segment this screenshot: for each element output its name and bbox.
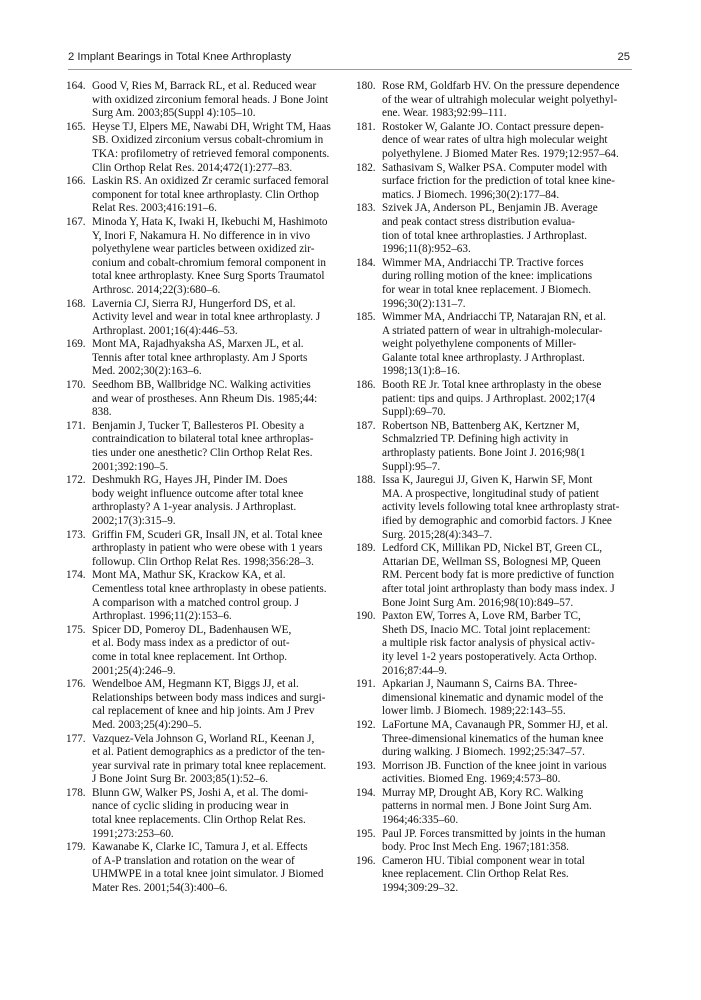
- reference-number: 167.: [66, 215, 86, 228]
- reference-number: 189.: [356, 542, 376, 555]
- reference-item: [356, 610, 632, 678]
- reference-text-line: 2001;25(4):246–9.: [92, 664, 176, 677]
- reference-text-line: Rostoker W, Galante JO. Contact pressure depen-: [382, 120, 604, 133]
- reference-item: [66, 678, 350, 732]
- reference-text-line: Spicer DD, Pomeroy DL, Badenhausen WE,: [92, 623, 292, 636]
- reference-text-line: tion of total knee arthroplasties. J Arthroplast.: [382, 229, 588, 242]
- reference-text-line: Blunn GW, Walker PS, Joshi A, et al. The domi-: [92, 786, 309, 799]
- reference-item: [356, 719, 632, 760]
- reference-text-line: Relationships between body mass indices and surgi-: [92, 691, 326, 704]
- reference-text-line: Surg. 2015;28(4):343–7.: [382, 528, 493, 541]
- reference-text-line: and wear of prostheses. Ann Rheum Dis. 1985;44:: [92, 392, 318, 405]
- reference-text-line: 1991;273:253–60.: [92, 827, 174, 840]
- reference-text-line: Seedhom BB, Wallbridge NC. Walking activities: [92, 379, 311, 392]
- reference-number: 195.: [356, 827, 376, 840]
- reference-text-line: total knee replacements. Clin Orthop Relat Res.: [92, 814, 306, 827]
- reference-text-line: Wimmer MA, Andriacchi TP. Tractive forces: [382, 256, 584, 269]
- reference-item: [356, 121, 632, 162]
- header-rule: [68, 69, 632, 70]
- reference-text-line: Griffin FM, Scuderi GR, Insall JN, et al. Total knee: [92, 528, 323, 541]
- reference-number: 186.: [356, 379, 376, 392]
- page-number: 25: [617, 51, 630, 63]
- reference-number: 177.: [66, 732, 86, 745]
- reference-item: [66, 529, 350, 570]
- reference-text-line: cal replacement of knee and hip joints. Am J Prev: [92, 705, 315, 718]
- reference-text-line: Surg Am. 2003;85(Suppl 4):105–10.: [92, 107, 256, 120]
- reference-number: 187.: [356, 419, 376, 432]
- running-header: [68, 51, 632, 65]
- reference-text-line: Booth RE Jr. Total knee arthroplasty in the obese: [382, 379, 602, 392]
- reference-item: [356, 760, 632, 787]
- reference-item: [356, 787, 632, 828]
- reference-item: [66, 379, 350, 420]
- reference-text-line: 2016;87:44–9.: [382, 664, 447, 677]
- reference-text-line: conium and cobalt-chromium femoral component in: [92, 256, 326, 269]
- reference-text-line: Apkarian J, Naumann S, Cairns BA. Three-: [382, 678, 578, 691]
- reference-text-line: Vazquez-Vela Johnson G, Worland RL, Keenan J,: [92, 732, 315, 745]
- reference-text-line: Schmalzried TP. Defining high activity in: [382, 433, 569, 446]
- reference-text-line: Lavernia CJ, Sierra RJ, Hungerford DS, et al.: [92, 297, 296, 310]
- reference-text-line: a multiple risk factor analysis of physical activ-: [382, 637, 595, 650]
- reference-item: [356, 379, 632, 420]
- reference-text-line: A striated pattern of wear in ultrahigh-molecular-: [382, 324, 603, 337]
- chapter-title: 2 Implant Bearings in Total Knee Arthroplasty: [68, 51, 292, 63]
- reference-text-line: Minoda Y, Hata K, Iwaki H, Ikebuchi M, Hashimoto: [92, 215, 328, 228]
- reference-text-line: followup. Clin Orthop Relat Res. 1998;356:28–3.: [92, 555, 314, 568]
- reference-text-line: Rose RM, Goldfarb HV. On the pressure dependence: [382, 80, 620, 92]
- reference-text-line: Wendelboe AM, Hegmann KT, Biggs JJ, et al.: [92, 678, 299, 691]
- reference-text-line: TKA: profilometry of retrieved femoral components.: [92, 147, 330, 160]
- reference-text-line: et al. Body mass index as a predictor of out-: [92, 637, 290, 650]
- reference-text-line: arthroplasty patients. Bone Joint J. 2016;98(1: [382, 447, 586, 460]
- reference-text-line: with oxidized zirconium femoral heads. J Bone Joint: [92, 93, 329, 106]
- reference-number: 191.: [356, 678, 376, 691]
- reference-text-line: Suppl):95–7.: [382, 460, 441, 473]
- reference-text-line: Mont MA, Rajadhyaksha AS, Marxen JL, et al.: [92, 338, 304, 351]
- reference-text-line: of A-P translation and rotation on the wear of: [92, 854, 295, 867]
- reference-text-line: Heyse TJ, Elpers ME, Nawabi DH, Wright TM, Haas: [92, 120, 331, 133]
- reference-text-line: Clin Orthop Relat Res. 2014;472(1):277–83.: [92, 161, 293, 174]
- reference-text-line: arthroplasty in patient who were obese with 1 years: [92, 542, 323, 555]
- reference-text-line: Cameron HU. Tibial component wear in total: [382, 854, 585, 867]
- reference-number: 173.: [66, 528, 86, 541]
- reference-text-line: Issa K, Jauregui JJ, Given K, Harwin SF, Mont: [382, 474, 593, 487]
- reference-text-line: Ledford CK, Millikan PD, Nickel BT, Green CL,: [382, 542, 603, 555]
- reference-text-line: body. Proc Inst Mech Eng. 1967;181:358.: [382, 841, 569, 854]
- reference-item: [66, 474, 350, 528]
- reference-text-line: Mont MA, Mathur SK, Krackow KA, et al.: [92, 569, 286, 582]
- reference-text-line: LaFortune MA, Cavanaugh PR, Sommer HJ, et al.: [382, 718, 608, 731]
- reference-number: 171.: [66, 419, 86, 432]
- reference-text-line: Deshmukh RG, Hayes JH, Pinder IM. Does: [92, 474, 288, 487]
- reference-item: [356, 202, 632, 256]
- reference-text-line: Sheth DS, Inacio MC. Total joint replacement:: [382, 623, 591, 636]
- reference-item: [356, 828, 632, 855]
- reference-text-line: Morrison JB. Function of the knee joint in various: [382, 759, 607, 772]
- reference-item: [66, 624, 350, 678]
- reference-text-line: Mater Res. 2001;54(3):400–6.: [92, 882, 228, 895]
- reference-text-line: 1994;309:29–32.: [382, 882, 459, 895]
- reference-item: [356, 80, 632, 121]
- reference-item: [356, 420, 632, 474]
- reference-text-line: dimensional kinematic and dynamic model of the: [382, 691, 604, 704]
- reference-number: 185.: [356, 311, 376, 324]
- reference-number: 175.: [66, 623, 86, 636]
- reference-text-line: Wimmer MA, Andriacchi TP, Natarajan RN, et al.: [382, 311, 606, 324]
- reference-text-line: of the wear of ultrahigh molecular weight polyethyl-: [382, 93, 618, 106]
- reference-text-line: ene. Wear. 1983;92:99–111.: [382, 107, 507, 120]
- reference-text-line: Good V, Ries M, Barrack RL, et al. Reduced wear: [92, 80, 317, 92]
- reference-text-line: Med. 2003;25(4):290–5.: [92, 718, 202, 731]
- reference-text-line: polyethylene wear particles between oxidized zir-: [92, 243, 315, 256]
- reference-text-line: et al. Patient demographics as a predictor of the ten-: [92, 746, 325, 759]
- reference-text-line: Relat Res. 2003;416:191–6.: [92, 202, 217, 215]
- reference-text-line: during rolling motion of the knee: implications: [382, 270, 593, 283]
- reference-text-line: body weight influence outcome after total knee: [92, 487, 304, 500]
- reference-number: 183.: [356, 202, 376, 215]
- reference-text-line: 1964;46:335–60.: [382, 814, 459, 827]
- reference-text-line: 1996;30(2):131–7.: [382, 297, 466, 310]
- reference-item: [66, 121, 350, 175]
- reference-text-line: after total joint arthroplasty than body mass index. J: [382, 582, 615, 595]
- reference-item: [356, 311, 632, 379]
- reference-text-line: polyethylene. J Biomed Mater Res. 1979;12:957–64.: [382, 147, 619, 160]
- reference-text-line: come in total knee replacement. Int Orthop.: [92, 650, 288, 663]
- reference-item: [66, 787, 350, 841]
- reference-number: 174.: [66, 569, 86, 582]
- reference-text-line: component for total knee arthroplasty. Clin Orthop: [92, 188, 320, 201]
- reference-number: 166.: [66, 175, 86, 188]
- reference-text-line: UHMWPE in a total knee joint simulator. J Biomed: [92, 868, 324, 881]
- reference-number: 164.: [66, 80, 86, 92]
- reference-item: [66, 420, 350, 474]
- reference-text-line: Robertson NB, Battenberg AK, Kertzner M,: [382, 419, 580, 432]
- reference-text-line: Murray MP, Drought AB, Kory RC. Walking: [382, 786, 584, 799]
- reference-text-line: Paxton EW, Torres A, Love RM, Barber TC,: [382, 610, 581, 623]
- reference-text-line: matics. J Biomech. 1996;30(2):177–84.: [382, 188, 560, 201]
- reference-text-line: SB. Oxidized zirconium versus cobalt-chromium in: [92, 134, 324, 147]
- reference-text-line: ity level 1-2 years postoperatively. Acta Orthop.: [382, 650, 597, 663]
- reference-text-line: Arthrosc. 2014;22(3):680–6.: [92, 283, 221, 296]
- reference-text-line: Three-dimensional kinematics of the human knee: [382, 732, 604, 745]
- reference-number: 179.: [66, 841, 86, 854]
- reference-text-line: Activity level and wear in total knee arthroplasty. J: [92, 311, 321, 324]
- reference-number: 190.: [356, 610, 376, 623]
- references-left-column: [66, 80, 350, 896]
- reference-item: [66, 216, 350, 298]
- reference-item: [66, 175, 350, 216]
- reference-item: [356, 678, 632, 719]
- reference-text-line: Med. 2002;30(2):163–6.: [92, 365, 202, 378]
- reference-number: 184.: [356, 256, 376, 269]
- reference-text-line: and peak contact stress distribution evalua-: [382, 215, 575, 228]
- reference-number: 176.: [66, 678, 86, 691]
- reference-item: [356, 855, 632, 896]
- reference-number: 165.: [66, 120, 86, 133]
- reference-text-line: Kawanabe K, Clarke IC, Tamura J, et al. Effects: [92, 841, 308, 854]
- reference-text-line: weight polyethylene components of Miller-: [382, 338, 577, 351]
- reference-item: [356, 542, 632, 610]
- reference-text-line: Arthroplast. 2001;16(4):446–53.: [92, 324, 238, 337]
- reference-item: [66, 338, 350, 379]
- reference-item: [356, 474, 632, 542]
- reference-text-line: total knee arthroplasty. Knee Surg Sports Traumatol: [92, 270, 325, 283]
- reference-text-line: Laskin RS. An oxidized Zr ceramic surfaced femoral: [92, 175, 329, 188]
- reference-number: 170.: [66, 379, 86, 392]
- reference-text-line: Arthroplast. 1996;11(2):153–6.: [92, 610, 232, 623]
- reference-text-line: patient: tips and quips. J Arthroplast. 2002;17(4: [382, 392, 596, 405]
- reference-text-line: 838.: [92, 406, 112, 419]
- reference-number: 196.: [356, 854, 376, 867]
- reference-number: 172.: [66, 474, 86, 487]
- reference-number: 188.: [356, 474, 376, 487]
- reference-text-line: activity levels following total knee arthroplasty strat-: [382, 501, 620, 514]
- reference-text-line: 1998;13(1):8–16.: [382, 365, 460, 378]
- reference-text-line: knee replacement. Clin Orthop Relat Res.: [382, 868, 569, 881]
- reference-text-line: Szivek JA, Anderson PL, Benjamin JB. Average: [382, 202, 598, 215]
- reference-number: 181.: [356, 120, 376, 133]
- reference-item: [66, 80, 350, 121]
- reference-item: [66, 569, 350, 623]
- reference-text-line: 2002;17(3):315–9.: [92, 515, 176, 527]
- reference-text-line: for wear in total knee replacement. J Biomech.: [382, 283, 592, 296]
- reference-text-line: Paul JP. Forces transmitted by joints in the human: [382, 827, 606, 840]
- reference-text-line: nance of cyclic sliding in producing wear in: [92, 800, 289, 813]
- reference-text-line: contraindication to bilateral total knee arthroplas-: [92, 433, 314, 446]
- reference-text-line: Suppl):69–70.: [382, 406, 446, 419]
- reference-text-line: 1996;11(8):952–63.: [382, 243, 471, 256]
- references-right-column: [356, 80, 632, 896]
- reference-number: 169.: [66, 338, 86, 351]
- reference-text-line: surface friction for the prediction of total knee kine-: [382, 175, 615, 188]
- reference-text-line: Galante total knee arthroplasty. J Arthroplast.: [382, 351, 585, 364]
- reference-text-line: Tennis after total knee arthroplasty. Am J Sports: [92, 351, 308, 364]
- reference-text-line: RM. Percent body fat is more predictive of function: [382, 569, 615, 582]
- reference-text-line: dence of wear rates of ultra high molecular weight: [382, 134, 608, 147]
- reference-item: [356, 257, 632, 311]
- reference-number: 182.: [356, 161, 376, 174]
- reference-text-line: arthroplasty? A 1-year analysis. J Arthroplast.: [92, 501, 297, 514]
- reference-text-line: ties under one anesthetic? Clin Orthop Relat Res.: [92, 447, 313, 460]
- reference-number: 168.: [66, 297, 86, 310]
- reference-number: 180.: [356, 80, 376, 92]
- reference-text-line: during walking. J Biomech. 1992;25:347–57.: [382, 746, 585, 759]
- reference-text-line: patterns in normal men. J Bone Joint Surg Am.: [382, 800, 592, 813]
- reference-text-line: ified by demographic and comorbid factors. J Knee: [382, 515, 612, 527]
- reference-text-line: 2001;392:190–5.: [92, 460, 169, 473]
- reference-item: [66, 298, 350, 339]
- reference-number: 194.: [356, 786, 376, 799]
- reference-text-line: lower limb. J Biomech. 1989;22:143–55.: [382, 705, 566, 718]
- reference-text-line: Sathasivam S, Walker PSA. Computer model with: [382, 161, 608, 174]
- reference-text-line: year survival rate in primary total knee replacement.: [92, 759, 327, 772]
- reference-text-line: Y, Inori F, Nakamura H. No difference in in vivo: [92, 229, 311, 242]
- reference-text-line: A comparison with a matched control group. J: [92, 596, 299, 609]
- reference-item: [356, 162, 632, 203]
- reference-text-line: Bone Joint Surg Am. 2016;98(10):849–57.: [382, 596, 574, 609]
- reference-text-line: Attarian DE, Wellman SS, Bolognesi MP, Queen: [382, 555, 601, 568]
- reference-item: [66, 733, 350, 787]
- reference-number: 178.: [66, 786, 86, 799]
- reference-number: 193.: [356, 759, 376, 772]
- reference-text-line: activities. Biomed Eng. 1969;4:573–80.: [382, 773, 561, 786]
- reference-text-line: MA. A prospective, longitudinal study of patient: [382, 487, 599, 500]
- reference-text-line: Benjamin J, Tucker T, Ballesteros PI. Obesity a: [92, 419, 305, 432]
- reference-text-line: Cementless total knee arthroplasty in obese patients.: [92, 582, 327, 595]
- reference-text-line: J Bone Joint Surg Br. 2003;85(1):52–6.: [92, 773, 269, 786]
- reference-item: [66, 841, 350, 895]
- reference-number: 192.: [356, 718, 376, 731]
